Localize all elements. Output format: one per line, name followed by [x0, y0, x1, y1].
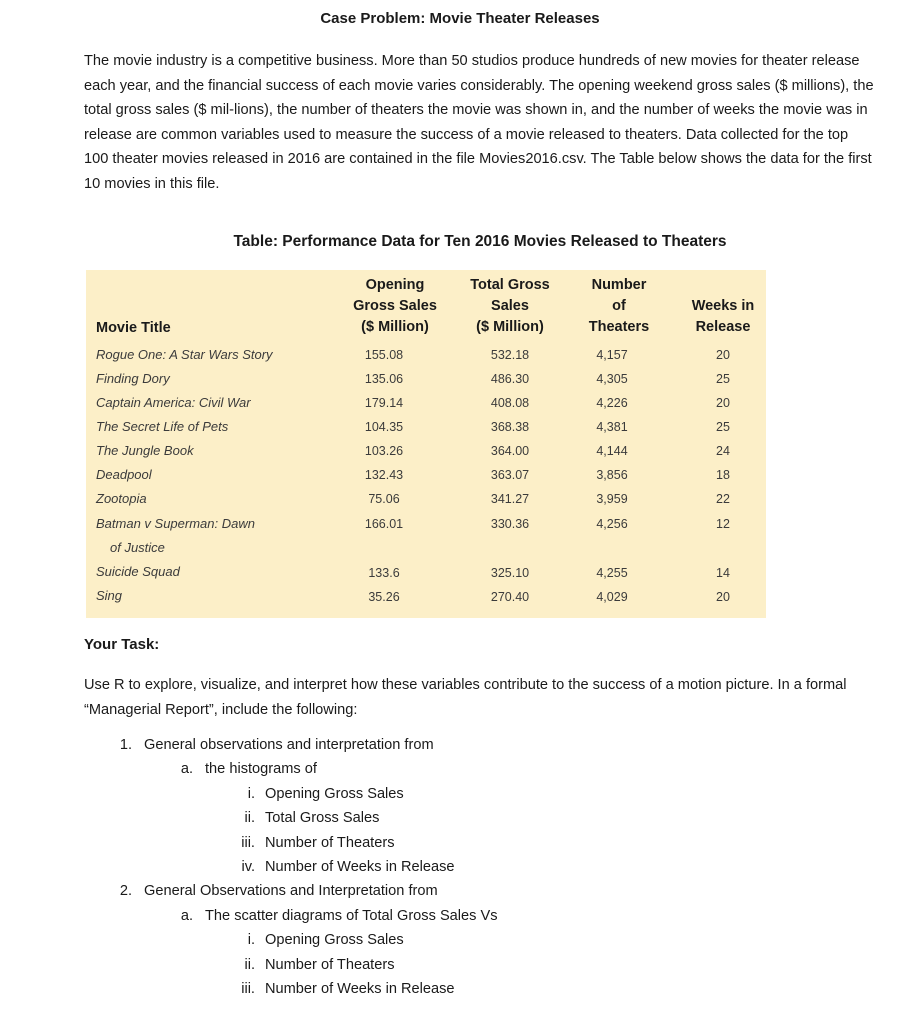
header-total-line1: Total Gross — [470, 277, 550, 293]
list-item-text: the histograms of — [205, 761, 317, 777]
list-roman: iii. — [241, 835, 255, 851]
theaters-cell: 3,959 — [596, 492, 628, 506]
header-weeks — [678, 296, 768, 338]
theaters-cell: 4,381 — [596, 420, 628, 434]
list-item-text: General Observations and Interpretation from — [144, 883, 438, 899]
list-item-text: Number of Weeks in Release — [265, 981, 455, 997]
theaters-cell: 3,856 — [596, 468, 628, 482]
weeks-cell: 12 — [716, 517, 730, 531]
page-title: Case Problem: Movie Theater Releases — [320, 10, 600, 27]
total-gross-cell: 363.07 — [490, 468, 530, 482]
total-gross-cell: 364.00 — [490, 444, 530, 458]
list-item — [112, 737, 434, 753]
total-gross-cell: 532.18 — [490, 348, 530, 362]
list-item-text: Number of Theaters — [265, 835, 395, 851]
header-theaters — [574, 275, 664, 338]
header-movie-title: Movie Title — [96, 320, 171, 336]
movie-title: Deadpool — [96, 467, 152, 482]
header-total-line3: ($ Million) — [476, 319, 544, 335]
list-roman: ii. — [244, 810, 255, 826]
list-item-text: Number of Weeks in Release — [265, 859, 455, 875]
list-item — [233, 835, 395, 851]
weeks-cell: 25 — [716, 420, 730, 434]
list-item — [233, 957, 395, 973]
list-item-text: Opening Gross Sales — [265, 932, 404, 948]
movie-title: Sing — [96, 588, 123, 603]
list-item — [233, 932, 404, 948]
opening-gross-cell: 132.43 — [364, 468, 404, 482]
opening-gross-cell: 133.6 — [368, 566, 400, 580]
total-gross-cell: 341.27 — [490, 492, 530, 506]
theaters-cell: 4,305 — [596, 372, 628, 386]
movie-title-continued: of Justice — [110, 540, 165, 555]
list-roman: iii. — [241, 981, 255, 997]
list-roman: i. — [247, 786, 255, 802]
theaters-cell: 4,255 — [596, 566, 628, 580]
opening-gross-cell: 103.26 — [364, 444, 404, 458]
opening-gross-cell: 35.26 — [368, 590, 400, 604]
header-theaters-line3: Theaters — [588, 319, 650, 335]
list-number: 1. — [119, 737, 132, 753]
theaters-cell: 4,144 — [596, 444, 628, 458]
total-gross-cell: 270.40 — [490, 590, 530, 604]
table-title: Table: Performance Data for Ten 2016 Movies Released to Theaters — [233, 233, 727, 250]
theaters-cell: 4,029 — [596, 590, 628, 604]
movie-title: The Secret Life of Pets — [96, 419, 229, 434]
weeks-cell: 14 — [716, 566, 730, 580]
intro-paragraph: The movie industry is a competitive business. More than 50 studios produce hundreds of new movies for theater release each year, and the financial success of each movie varies considerably. The opening weekend gross sales ($ millions), the total gross sales ($ mil-lions), the number of theaters the movie was shown in, and the number of weeks the movie was in release are common variables used to measure the success of a movie released to theaters. Data collected for the top 100 theater movies released in 2016 are contained in the file Movies2016.csv. The Table below shows the data for the first 10 movies in this file. — [84, 53, 874, 192]
movie-title: Finding Dory — [96, 371, 170, 386]
opening-gross-cell: 135.06 — [364, 372, 404, 386]
list-roman: i. — [247, 932, 255, 948]
header-theaters-line2: of — [612, 298, 626, 314]
weeks-cell: 20 — [716, 590, 730, 604]
list-item — [112, 883, 438, 899]
list-item — [233, 810, 379, 826]
list-item-text: Opening Gross Sales — [265, 786, 404, 802]
movie-title: The Jungle Book — [96, 443, 194, 458]
theaters-cell: 4,157 — [596, 348, 628, 362]
list-roman: ii. — [244, 957, 255, 973]
movie-title: Captain America: Civil War — [96, 395, 251, 410]
total-gross-cell: 325.10 — [490, 566, 530, 580]
header-theaters-line1: Number — [591, 277, 647, 293]
list-item-text: General observations and interpretation from — [144, 737, 434, 753]
list-letter: a. — [180, 908, 193, 924]
theaters-cell: 4,226 — [596, 396, 628, 410]
opening-gross-cell: 179.14 — [364, 396, 404, 410]
opening-gross-cell: 155.08 — [364, 348, 404, 362]
list-item — [233, 786, 404, 802]
task-heading: Your Task: — [84, 636, 160, 653]
list-item — [233, 981, 455, 997]
list-item — [233, 859, 455, 875]
weeks-cell: 22 — [716, 492, 730, 506]
movie-title: Batman v Superman: Dawn — [96, 516, 255, 531]
task-paragraph: Use R to explore, visualize, and interpret how these variables contribute to the success of a motion picture. In a formal “Managerial Report”, include the following: — [84, 677, 847, 718]
list-item — [173, 908, 498, 924]
weeks-cell: 20 — [716, 396, 730, 410]
opening-gross-cell: 104.35 — [364, 420, 404, 434]
total-gross-cell: 486.30 — [490, 372, 530, 386]
opening-gross-cell: 166.01 — [364, 517, 404, 531]
movie-title: Suicide Squad — [96, 564, 180, 579]
opening-gross-cell: 75.06 — [368, 492, 400, 506]
weeks-cell: 18 — [716, 468, 730, 482]
list-item-text: Number of Theaters — [265, 957, 395, 973]
header-total-gross — [455, 275, 565, 338]
header-total-line2: Sales — [491, 298, 529, 314]
list-number: 2. — [119, 883, 132, 899]
header-opening-gross — [330, 275, 460, 338]
header-weeks-line1: Weeks in — [691, 298, 755, 314]
movie-title: Zootopia — [96, 491, 147, 506]
theaters-cell: 4,256 — [596, 517, 628, 531]
total-gross-cell: 408.08 — [490, 396, 530, 410]
list-roman: iv. — [241, 859, 255, 875]
total-gross-cell: 368.38 — [490, 420, 530, 434]
total-gross-cell: 330.36 — [490, 517, 530, 531]
header-weeks-line2: Release — [695, 319, 751, 335]
list-item-text: Total Gross Sales — [265, 810, 380, 826]
weeks-cell: 25 — [716, 372, 730, 386]
movie-title: Rogue One: A Star Wars Story — [96, 347, 273, 362]
list-item — [173, 761, 317, 777]
header-opening-line1: Opening — [365, 277, 425, 293]
list-item-text: The scatter diagrams of Total Gross Sales Vs — [205, 908, 498, 924]
header-opening-line2: Gross Sales — [353, 298, 437, 314]
list-letter: a. — [180, 761, 193, 777]
weeks-cell: 24 — [716, 444, 730, 458]
weeks-cell: 20 — [716, 348, 730, 362]
header-opening-line3: ($ Million) — [361, 319, 429, 335]
